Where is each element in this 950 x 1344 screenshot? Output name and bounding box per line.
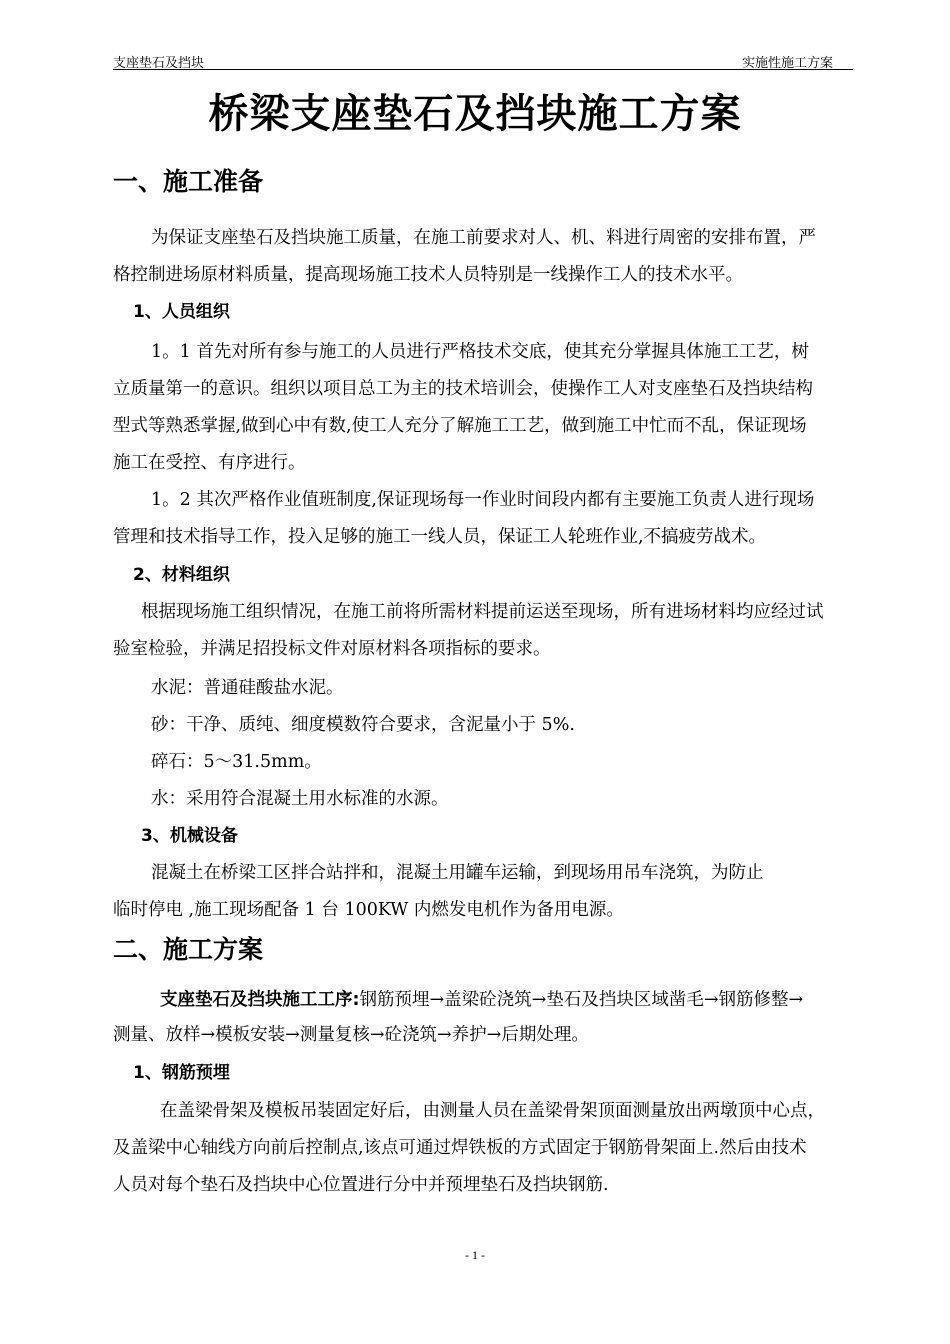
section-1-heading: 一、施工准备 bbox=[113, 167, 264, 196]
personnel-p1-line-3: 型式等熟悉掌握,做到心中有数,使工人充分了解施工工艺，做到施工中忙而不乱，保证现场 bbox=[113, 416, 807, 436]
section-2-heading: 二、施工方案 bbox=[113, 935, 264, 964]
material-gravel: 碎石：5～31.5mm。 bbox=[151, 752, 322, 772]
header-rule bbox=[113, 69, 853, 70]
procedure-label: 支座垫石及挡块施工工序: bbox=[160, 990, 360, 1010]
materials-line-2: 验室检验，并满足招投标文件对原材料各项指标的要求。 bbox=[113, 639, 551, 659]
rebar-line-3: 人员对每个垫石及挡块中心位置进行分中并预埋垫石及挡块钢筋. bbox=[113, 1175, 609, 1195]
procedure-line-1 bbox=[160, 988, 803, 1012]
intro-line-2: 格控制进场原材料质量，提高现场施工技术人员特别是一线操作工人的技术水平。 bbox=[113, 265, 743, 285]
subsection-materials-heading: 2、材料组织 bbox=[133, 565, 230, 585]
rebar-line-1: 在盖梁骨架及模板吊装固定好后，由测量人员在盖梁骨架顶面测量放出两墩顶中心点， bbox=[160, 1101, 825, 1121]
intro-line-1: 为保证支座垫石及挡块施工质量，在施工前要求对人、机、料进行周密的安排布置，严 bbox=[151, 228, 816, 248]
subsection-personnel-heading: 1、人员组织 bbox=[133, 302, 230, 322]
header-left: 支座垫石及挡块 bbox=[113, 55, 205, 70]
personnel-p1-line-1: 1。1 首先对所有参与施工的人员进行严格技术交底，使其充分掌握具体施工工艺，树 bbox=[151, 342, 809, 362]
subsection-rebar-heading: 1、钢筋预埋 bbox=[133, 1063, 230, 1083]
header-right: 实施性施工方案 bbox=[742, 55, 834, 70]
personnel-p1-line-2: 立质量第一的意识。组织以项目总工为主的技术培训会，使操作工人对支座垫石及挡块结构 bbox=[113, 379, 813, 399]
personnel-p2-line-2: 管理和技术指导工作，投入足够的施工一线人员，保证工人轮班作业,不搞疲劳战术。 bbox=[113, 527, 767, 547]
page-number: - 1 - bbox=[465, 1248, 485, 1262]
rebar-line-2: 及盖梁中心轴线方向前后控制点,该点可通过焊铁板的方式固定于钢筋骨架面上.然后由技术 bbox=[113, 1138, 807, 1158]
equipment-line-1: 混凝土在桥梁工区拌合站拌和，混凝土用罐车运输，到现场用吊车浇筑，为防止 bbox=[151, 863, 764, 883]
procedure-steps-1: 钢筋预埋→盖梁砼浇筑→垫石及挡块区域凿毛→钢筋修整→ bbox=[359, 990, 804, 1010]
procedure-line-2: 测量、放样→模板安装→测量复核→砼浇筑→养护→后期处理。 bbox=[113, 1025, 589, 1045]
materials-line-1: 根据现场施工组织情况，在施工前将所需材料提前运送至现场，所有进场材料均应经过试 bbox=[141, 602, 824, 622]
equipment-line-2: 临时停电 ,施工现场配备 1 台 100KW 内燃发电机作为备用电源。 bbox=[113, 900, 624, 920]
material-sand: 砂：干净、质纯、细度模数符合要求，含泥量小于 5%. bbox=[151, 715, 575, 735]
personnel-p1-line-4: 施工在受控、有序进行。 bbox=[113, 453, 306, 473]
material-cement: 水泥：普通硅酸盐水泥。 bbox=[151, 678, 344, 698]
document-title: 桥梁支座垫石及挡块施工方案 bbox=[208, 91, 742, 137]
personnel-p2-line-1: 1。2 其次严格作业值班制度,保证现场每一作业时间段内都有主要施工负责人进行现场 bbox=[151, 490, 815, 510]
subsection-equipment-heading: 3、机械设备 bbox=[141, 826, 238, 846]
material-water: 水：采用符合混凝土用水标准的水源。 bbox=[151, 789, 449, 809]
